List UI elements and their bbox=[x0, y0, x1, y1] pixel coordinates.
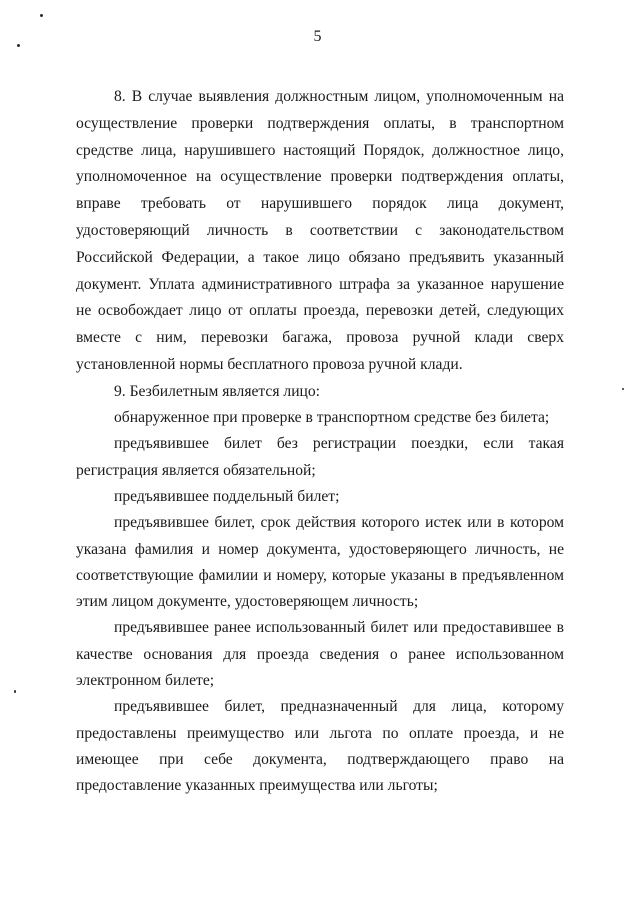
document-body bbox=[76, 84, 564, 800]
scan-speck bbox=[622, 388, 624, 390]
paragraph-8: 8. В случае выявления должностным лицом, уполномоченным на осуществление проверки подтверждения оплаты, в транспортном средстве лица, нарушившего настоящий Порядок, должностное лицо, уполномоченное на осуществление проверки подтверждения оплаты, вправе требовать от нарушившего порядок лица документ, удостоверяющий личность в соответствии с законодательством Российской Федерации, а такое лицо обязано предъявить указанный документ. Уплата административного штрафа за указанное нарушение не освобождает лицо от оплаты проезда, перевозки детей, следующих вместе с ним, перевозки багажа, провоза ручной клади сверх установленной нормы бесплатного провоза ручной клади. bbox=[76, 88, 564, 373]
scan-speck bbox=[14, 690, 16, 693]
scan-speck bbox=[17, 44, 20, 47]
list-item: предъявившее билет без регистрации поездки, если такая регистрация является обязательной; bbox=[76, 435, 564, 479]
list-item: обнаруженное при проверке в транспортном средстве без билета; bbox=[114, 409, 550, 427]
page-number: 5 bbox=[313, 28, 322, 45]
list-item: предъявившее ранее использованный билет или предоставившее в качестве основания для проезда сведения о ранее использованном электронном билете; bbox=[76, 619, 564, 690]
scan-speck bbox=[40, 14, 43, 17]
list-item: предъявившее поддельный билет; bbox=[114, 487, 340, 505]
paragraph-9-heading: 9. Безбилетным является лицо: bbox=[114, 382, 321, 400]
list-item: предъявившее билет, срок действия которого истек или в котором указана фамилия и номер документа, удостоверяющего личность, не соответствующие фамилии и номеру, которые указаны в предъявленном этим лицом документе, удостоверяющем личность; bbox=[76, 514, 564, 611]
list-item: предъявившее билет, предназначенный для лица, которому предоставлены преимущество или льгота по оплате проезда, и не имеющее при себе документа, подтверждающего право на предоставление указанных преимущества или льготы; bbox=[76, 698, 564, 795]
